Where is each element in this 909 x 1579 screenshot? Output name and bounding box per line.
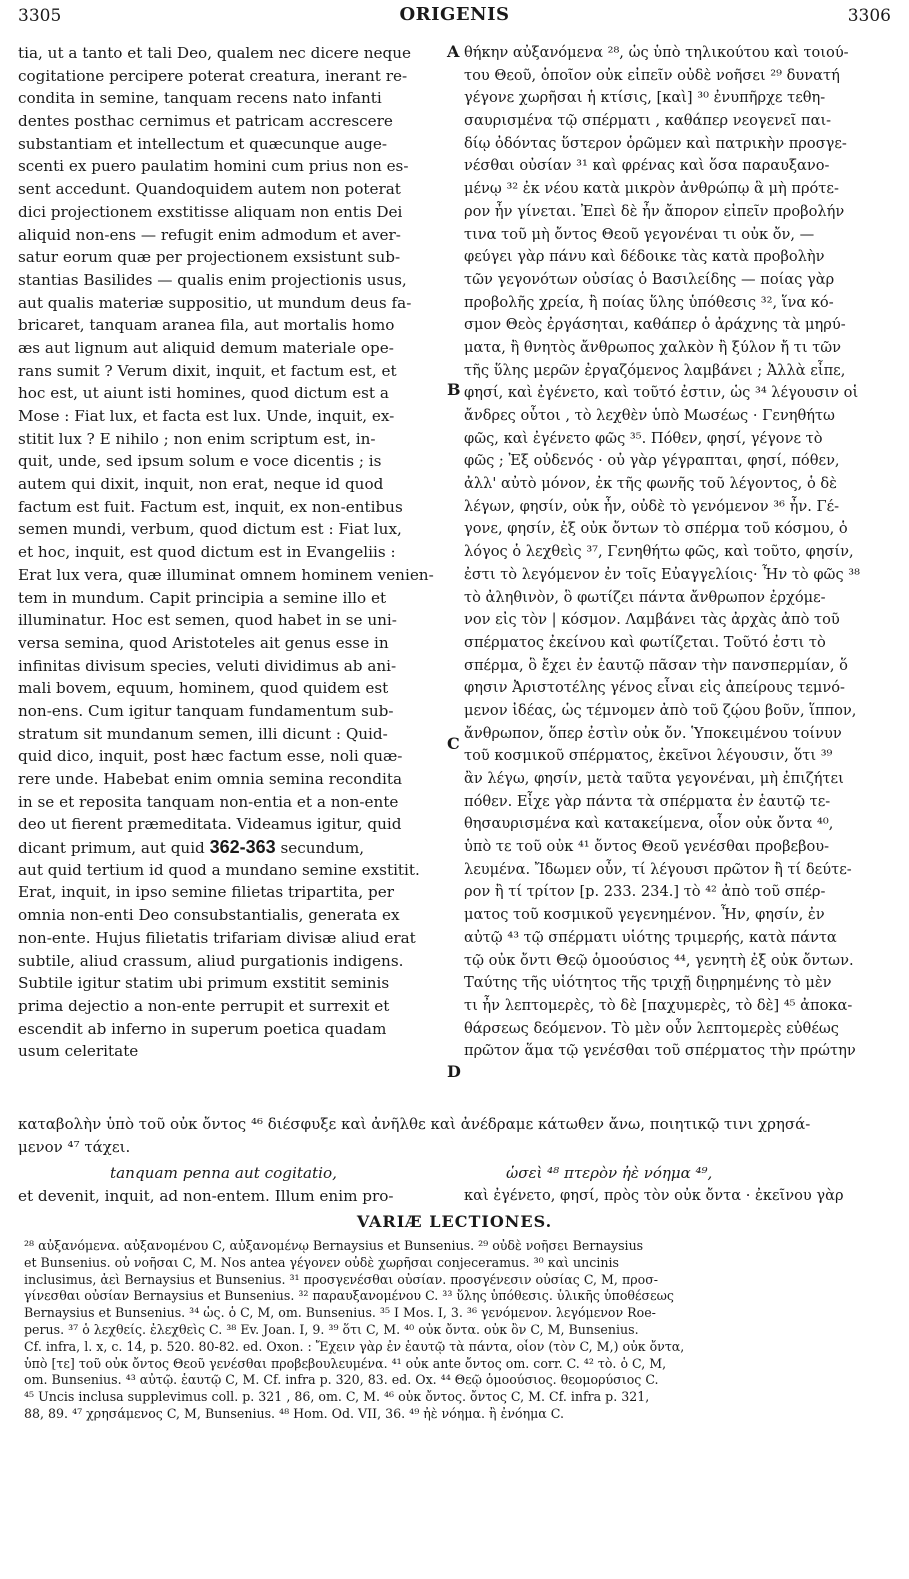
greek-line: σπέρμα, ὃ ἔχει ἐν ἑαυτῷ πᾶσαν τὴν πανσπερμίαν, ὅ [464, 656, 848, 674]
greek-line: φῶς ; Ἐξ οὐδενός · οὐ γὰρ γέγραπται, φησί, πόθεν, [464, 452, 840, 470]
latin-line: dici projectionem exstitisse aliquam non entis Dei [18, 202, 403, 221]
footnote-line: ²⁸ αὐξανόμενα. αὐξανομένου C, αὐξανομένῳ Bernaysius et Bunsenius. ²⁹ οὐδὲ νοῆσει Bernaysius [24, 1238, 644, 1253]
latin-line: infinitas divisum species, veluti dividimus ab ani- [18, 656, 397, 675]
greek-line: του Θεοῦ, ὁποῖον οὐκ εἰπεῖν οὐδὲ νοῆσει ²⁹ δυνατή [464, 66, 840, 84]
greek-line: ἄνδρες οὗτοι , τὸ λεχθὲν ὑπὸ Μωσέως · Γενηθήτω [464, 407, 835, 424]
footnote-line: om. Bunsenius. ⁴³ αὐτῷ. ἑαυτῷ C, M. Cf. infra p. 320, 83. ed. Ox. ⁴⁴ Θεῷ ὁμοούσιος. θεομορύσιος C. [24, 1372, 659, 1388]
latin-line: dicant primum, aut quid 362-363 secundum, [18, 837, 365, 858]
greek-line: φῶς, καὶ ἐγένετο φῶς ³⁵. Πόθεν, φησί, γέγονε τὸ [464, 429, 823, 447]
latin-line: Erat lux vera, quæ illuminat omnem hominem venien- [18, 565, 434, 584]
footnote-line: γίνεσθαι οὐσίαν Bernaysius et Bunsenius. ³² παραυξανομένου C. ³³ ὕλης ὑπόθεσις. ὑλικῆς ὑποθέσεως [24, 1288, 674, 1304]
latin-line: subtile, aliud crassum, aliud purgationis indigens. [18, 951, 404, 970]
latin-line: substantiam et intellectum et quæcunque auge- [18, 134, 388, 153]
latin-line: tia, ut a tanto et tali Deo, qualem nec dicere neque [18, 44, 412, 62]
latin-line: versa semina, quod Aristoteles ait genus esse in [18, 633, 389, 652]
running-title: ORIGENIS [399, 4, 510, 25]
margin-letter-c: C [447, 734, 460, 753]
greek-column [464, 42, 894, 1063]
latin-line: quit, unde, sed ipsum solum e voce dicentis ; is [18, 452, 382, 471]
greek-verse: ὡσεὶ ⁴⁸ πτερὸν ἠὲ νόημα ⁴⁹, [506, 1164, 713, 1182]
greek-last-line: καὶ ἐγένετο, φησί, πρὸς τὸν οὐκ ὄντα · ἐκεῖνου γὰρ [464, 1187, 844, 1204]
footnote-line: et Bunsenius. οὐ νοῆσαι C, M. Nos antea γέγονεν οὐδὲ χωρῆσαι conjeceramus. ³⁰ καὶ uncinis [24, 1254, 619, 1270]
latin-line: mali bovem, equum, hominem, quod quidem est [18, 679, 389, 698]
greek-line: θησαυρισμένα καὶ κατακείμενα, οἷον οὐκ ὄντα ⁴⁰, [464, 815, 834, 833]
margin-letter-b: B [447, 380, 461, 399]
latin-line-continuation: secundum, [275, 839, 365, 858]
greek-line: ἀλλ' αὐτὸ μόνον, ἐκ τῆς φωνῆς τοῦ λέγοντος, ὁ δὲ [464, 475, 837, 493]
greek-line: ματος τοῦ κοσμικοῦ γεγενημένον. Ἦν, φησίν, ἐν [464, 906, 825, 924]
greek-line: Ταύτης τῆς υἱότητος τῆς τριχῇ διῃρημένης τὸ μὲν [464, 974, 832, 992]
margin-letter-a: A [447, 42, 460, 61]
greek-line: ὑπὸ τε τοῦ οὐκ ⁴¹ ὄντος Θεοῦ γενέσθαι προβεβου- [464, 838, 830, 856]
greek-line: ἂν λέγω, φησίν, μετὰ ταῦτα γεγονέναι, μὴ ἐπιζήτει [464, 770, 844, 787]
full-line: μενον ⁴⁷ τάχει. [18, 1137, 131, 1156]
greek-line: σαυρισμένα τῷ σπέρματι , καθάπερ νεογενεῖ παι- [464, 112, 832, 130]
greek-line: θάρσεως δεόμενον. Τὸ μὲν οὖν λεπτομερὲς εὐθέως [464, 1019, 839, 1037]
greek-line: τινα τοῦ μὴ ὄντος Θεοῦ γεγονέναι τι οὐκ ὄν, — [464, 225, 815, 243]
footnote-line: ⁴⁵ Uncis inclusa supplevimus coll. p. 321 , 86, om. C, M. ⁴⁶ οὐκ ὄντος. ὄντος C, M. Cf. infra p. 321, [24, 1389, 650, 1405]
latin-line: Mose : Fiat lux, et facta est lux. Unde, inquit, ex- [18, 407, 395, 425]
footnote-line: inclusimus, ἀεὶ Bernaysius et Bunsenius. ³¹ προσγενέσθαι οὐσίαν. προσγένεσιν οὐσίας C, M, προσ- [24, 1271, 659, 1287]
greek-line: ρον ἢ τί τρίτον [p. 233. 234.] τὸ ⁴² ἀπὸ τοῦ σπέρ- [464, 883, 826, 901]
greek-line: τῷ οὐκ ὄντι Θεῷ ὁμοούσιος ⁴⁴, γενητὴ ἐξ οὐκ ὄντων. [464, 951, 854, 969]
latin-line: et hoc, inquit, est quod dictum est in Evangeliis : [18, 543, 396, 562]
latin-line: sent accedunt. Quandoquidem autem non poterat [18, 180, 401, 199]
latin-line: dentes posthac cernimus et patricam accrescere [18, 112, 393, 131]
greek-line: γέγονε χωρῆσαι ἡ κτίσις, [καὶ] ³⁰ ἐνυπῆρχε τεθη- [464, 89, 826, 107]
latin-line: prima dejectio a non-ente perrupit et surrexit et [18, 996, 390, 1015]
footnotes [24, 1238, 888, 1423]
latin-line: scenti ex puero paulatim homini cum prius non es- [18, 157, 409, 176]
latin-line: condita in semine, tanquam recens nato infanti [18, 89, 382, 108]
latin-line: tem in mundum. Capit principia a semine illo et [18, 588, 387, 607]
latin-line: Erat, inquit, in ipso semine filietas tripartita, per [18, 883, 394, 902]
latin-last-line: et devenit, inquit, ad non-entem. Illum enim pro- [18, 1187, 394, 1205]
page-mark: 362-363 [209, 837, 276, 858]
latin-line: cogitatione percipere poterat creatura, inerant re- [18, 66, 408, 85]
latin-line: Subtile igitur statim ubi primum exstitit seminis [18, 974, 390, 993]
latin-line: omnia non-enti Deo consubstantialis, generata ex [18, 906, 400, 925]
greek-line: ρον ἦν γίνεται. Ἐπεὶ δὲ ἦν ἄπορον εἰπεῖν προβολήν [464, 202, 845, 220]
latin-line: deo ut fierent præmeditata. Videamus igitur, quid [18, 815, 402, 834]
page-header [18, 4, 891, 34]
greek-line: λευμένα. Ἴδωμεν οὖν, τί λέγουσι πρῶτον ἢ τί δεύτε- [464, 860, 852, 878]
greek-line: λέγων, φησίν, οὐκ ἦν, οὐδὲ τὸ γενόμενον ³⁶ ἦν. Γέ- [464, 497, 840, 515]
latin-line: rere unde. Habebat enim omnia semina recondita [18, 770, 403, 788]
latin-verse: tanquam penna aut cogitatio, [110, 1164, 337, 1182]
latin-line: stratum sit mundanum semen, illi dicunt : Quid- [18, 724, 388, 743]
greek-line: τὸ ἀληθινὸν, ὃ φωτίζει πάντα ἄνθρωπον ἐρχόμε- [464, 588, 826, 606]
latin-column [18, 42, 443, 1063]
greek-line: νέσθαι οὐσίαν ³¹ καὶ φρένας καὶ ὅσα παραυξανο- [464, 157, 830, 175]
latin-line: hoc est, ut aiunt isti homines, quod dictum est a [18, 384, 389, 403]
greek-line: λόγος ὁ λεχθεὶς ³⁷, Γενηθήτω φῶς, καὶ τοῦτο, φησίν, [464, 543, 854, 561]
left-page-number: 3305 [18, 6, 62, 26]
footnote-line: 88, 89. ⁴⁷ χρησάμενος C, M, Bunsenius. ⁴⁸ Hom. Od. VII, 36. ⁴⁹ ἠὲ νόημα. ἢ ἐνόημα C. [24, 1405, 564, 1421]
greek-line: ἐστι τὸ λεγόμενον ἐν τοῖς Εὐαγγελίοις· Ἦν τὸ φῶς ³⁸ [464, 565, 860, 583]
latin-line: æs aut lignum aut aliquid demum materiale ope- [18, 338, 394, 357]
greek-line: θήκην αὐξανόμενα ²⁸, ὡς ὑπὸ τηλικούτου καὶ τοιού- [464, 44, 849, 61]
latin-line: usum celeritate [18, 1042, 139, 1061]
latin-line: stitit lux ? E nihilo ; non enim scriptum est, in- [18, 429, 376, 448]
latin-line: satur eorum quæ per projectionem exsistunt sub- [18, 248, 401, 267]
latin-line: escendit ab inferno in superum poetica quadam [18, 1019, 387, 1038]
greek-line: τῶν γεγονότων οὐσίας ὁ Βασιλείδης — ποίας γὰρ [464, 270, 835, 288]
latin-line: in se et reposita tanquam non-entia et a non-ente [18, 792, 399, 811]
latin-line: factum est fuit. Factum est, inquit, ex non-entibus [18, 497, 403, 516]
greek-line: ἄνθρωπον, ὅπερ ἐστὶν οὐκ ὄν. Ὑποκειμένου τοίνυν [464, 724, 842, 742]
greek-line: τῆς ὕλης μερῶν ἐργαζόμενος λαμβάνει ; Ἀλλὰ εἶπε, [464, 361, 846, 379]
right-page-number: 3306 [847, 6, 891, 26]
greek-line: σπέρματος ἐκείνου καὶ φωτίζεται. Τοῦτό ἐστι τὸ [464, 633, 826, 651]
footnote-line: Cf. infra, l. x, c. 14, p. 520. 80-82. ed. Oxon. : Ἔχειν γὰρ ἐν ἑαυτῷ τὰ πάντα, οἷον (τὸν C, M,) οὐκ ὄντα, [24, 1338, 685, 1354]
greek-line: τοῦ κοσμικοῦ σπέρματος, ἐκεῖνοι λέγουσιν, ὅτι ³⁹ [464, 747, 833, 765]
greek-line: νον εἰς τὸν | κόσμον. Λαμβάνει τὰς ἀρχὰς ἀπὸ τοῦ [464, 611, 840, 629]
greek-line: τι ἦν λεπτομερὲς, τὸ δὲ [παχυμερὲς, τὸ δὲ] ⁴⁵ ἀποκα- [464, 996, 853, 1014]
latin-line: non-ente. Hujus filietatis trifariam divisæ aliud erat [18, 928, 416, 947]
latin-line: stantias Basilides — qualis enim projectionis usus, [18, 270, 407, 289]
greek-line: φησί, καὶ ἐγένετο, καὶ τοῦτό ἐστιν, ὡς ³⁴ λέγουσιν οἱ [464, 384, 859, 402]
variae-lectiones-title: VARIÆ LECTIONES. [356, 1212, 553, 1231]
latin-line: bricaret, tanquam aranea fila, aut mortalis homo [18, 316, 395, 335]
footnote-line: ὑπὸ [τε] τοῦ οὐκ ὄντος Θεοῦ γενέσθαι προβεβουλευμένα. ⁴¹ οὐκ ante ὄντος om. corr. C. ⁴² τὸ. ὁ C, M, [24, 1355, 667, 1371]
latin-line: aut qualis materiæ suppositio, ut mundum deus fa- [18, 293, 412, 312]
footnote-line: Bernaysius et Bunsenius. ³⁴ ὡς. ὁ C, M, om. Bunsenius. ³⁵ I Mos. I, 3. ³⁶ γενόμενον. λεγόμενον Roe- [24, 1305, 656, 1321]
greek-line: ματα, ἢ θνητὸς ἄνθρωπος χαλκὸν ἢ ξύλον ἤ τι τῶν [464, 338, 842, 356]
full-line: καταβολὴν ὑπὸ τοῦ οὐκ ὄντος ⁴⁶ διέσφυξε καὶ ἀνῆλθε καὶ ἀνέδραμε κάτωθεν ἄνω, ποιητικῷ τινι χρησά- [18, 1115, 811, 1133]
greek-line: σμον Θεὸς ἐργάσηται, καθάπερ ὁ ἀράχνης τὰ μηρύ- [464, 316, 846, 334]
greek-line: φεύγει γὰρ πάνυ καὶ δέδοικε τὰς κατὰ προβολὴν [464, 248, 825, 266]
latin-line: rans sumit ? Verum dixit, inquit, et factum est, et [18, 361, 397, 380]
margin-letter-d: D [447, 1062, 461, 1081]
greek-line: γονε, φησίν, ἐξ οὐκ ὄντων τὸ σπέρμα τοῦ κόσμου, ὁ [464, 520, 848, 538]
latin-line: illuminatur. Hoc est semen, quod habet in se uni- [18, 611, 397, 630]
greek-line: πόθεν. Εἶχε γὰρ πάντα τὰ σπέρματα ἐν ἑαυτῷ τε- [464, 792, 831, 810]
greek-line: αὐτῷ ⁴³ τῷ σπέρματι υἱότης τριμερής, κατὰ πάντα [464, 928, 837, 946]
full-width-text [18, 1113, 894, 1158]
greek-line: πρῶτον ἅμα τῷ γενέσθαι τοῦ σπέρματος τὴν πρώτην [464, 1042, 856, 1060]
latin-line: quid dico, inquit, post hæc factum esse, noli quæ- [18, 747, 403, 766]
footnote-line: perus. ³⁷ ὁ λεχθείς. ἐλεχθεὶς C. ³⁸ Ev. Joan. I, 9. ³⁹ ὅτι C, M. ⁴⁰ οὐκ ὄντα. οὐκ ὂν C, M, Bunsenius. [24, 1321, 639, 1337]
greek-line: δίῳ ὀδόντας ὕστερον ὁρῶμεν καὶ πατρικὴν προσγε- [464, 134, 847, 152]
greek-line: προβολῆς χρεία, ἢ ποίας ὕλης ὑπόθεσις ³², ἵνα κό- [464, 293, 834, 311]
greek-line: φησιν Ἀριστοτέλης γένος εἶναι εἰς ἀπείρους τεμνό- [464, 679, 845, 697]
latin-line: non-ens. Cum igitur tanquam fundamentum sub- [18, 701, 394, 720]
latin-line: semen mundi, verbum, quod dictum est : Fiat lux, [18, 520, 402, 539]
latin-line: autem qui dixit, inquit, non erat, neque id quod [18, 475, 384, 494]
greek-line: μενον ἰδέας, ὡς τέμνομεν ἀπὸ τοῦ ζῴου βοῦν, ἵππον, [464, 701, 857, 719]
latin-line: aut quid tertium id quod a mundano semine exstitit. [18, 860, 420, 879]
greek-line: μένῳ ³² ἐκ νέου κατὰ μικρὸν ἀνθρώπῳ ἃ μὴ πρότε- [464, 180, 839, 198]
latin-line: aliquid non-ens — refugit enim admodum et aver- [18, 225, 401, 244]
